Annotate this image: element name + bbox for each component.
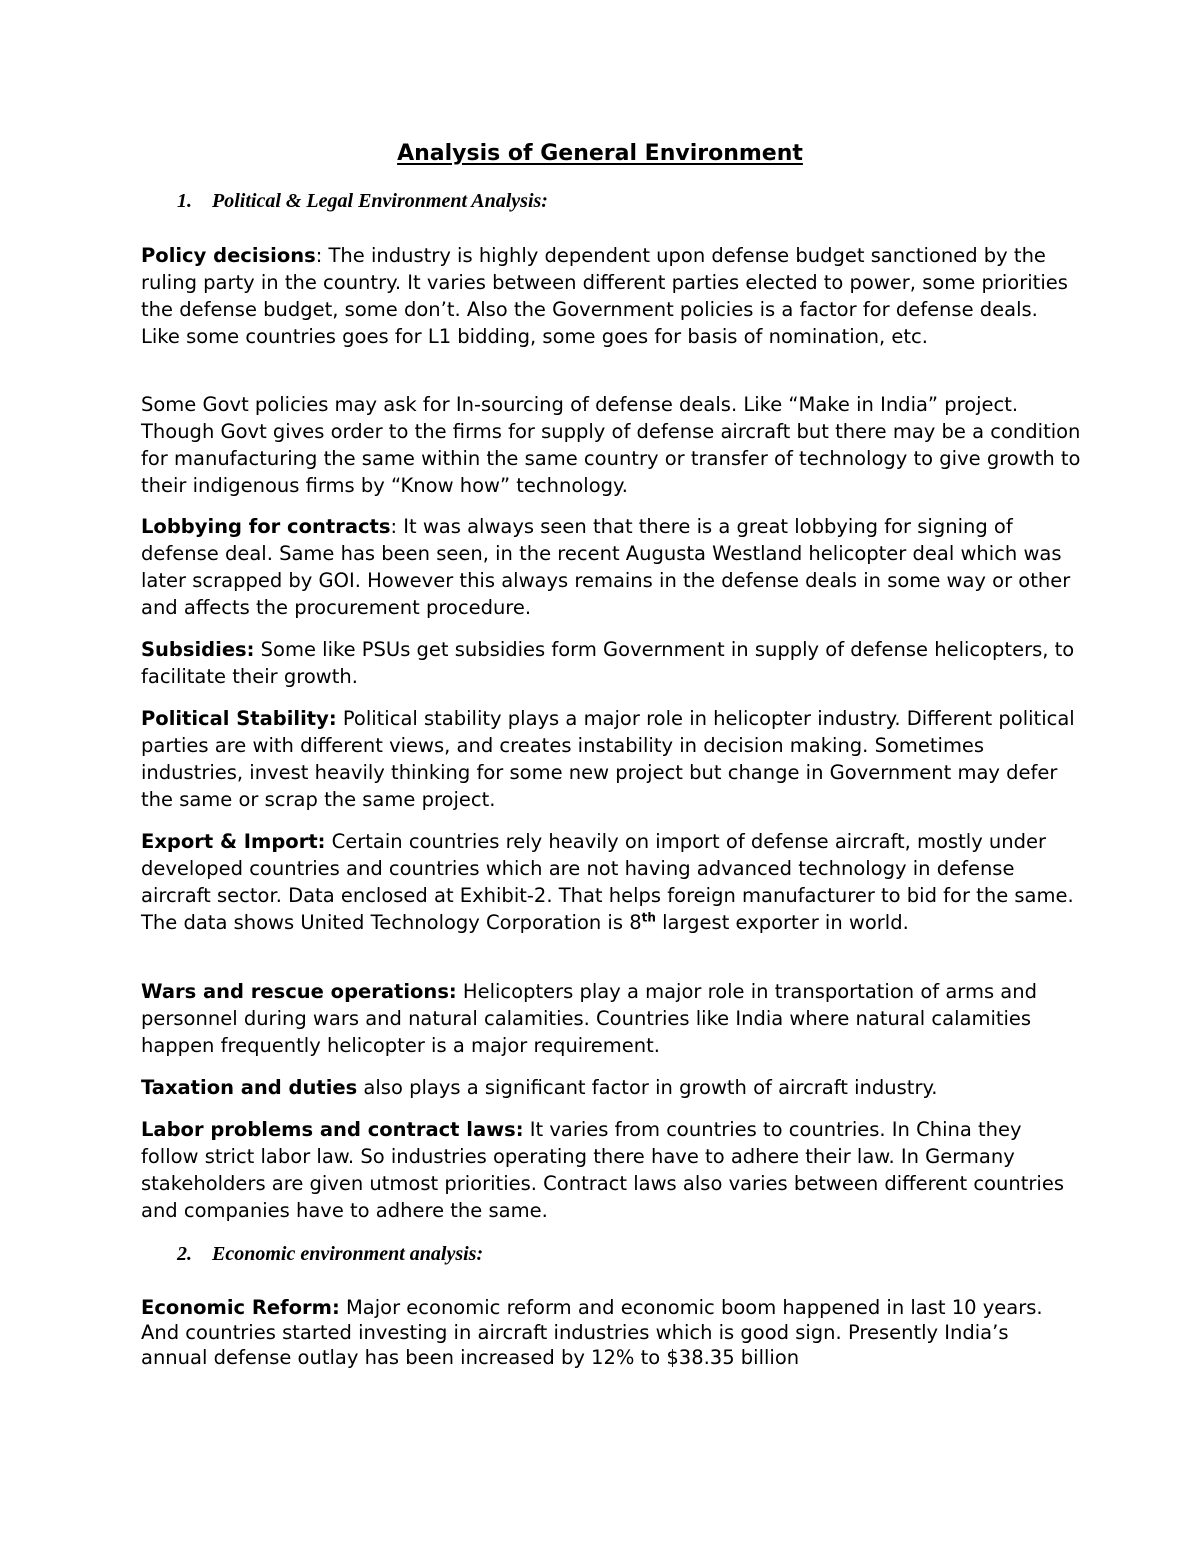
paragraph-text: Some Govt policies may ask for In-sourcing of defense deals. Like “Make in India” project. Though Govt gives order to the firms for supply of defense aircraft but there may be a condition for manufacturing the same within the same country or transfer of technology to give growth to their indigenous firms by “Know how” technology. <box>141 393 1081 497</box>
section-title: Political & Legal Environment Analysis: <box>212 190 548 212</box>
section-heading-economic <box>177 1243 483 1266</box>
paragraph-export-import <box>141 828 1081 936</box>
paragraph-policy-decisions <box>141 242 1081 350</box>
paragraph-subsidies <box>141 636 1081 690</box>
paragraph-insourcing <box>141 391 1081 499</box>
paragraph-text: The industry is highly dependent upon defense budget sanctioned by the ruling party in the country. It varies between different parties elected to power, some priorities the defense budget, some don’t. Also the Government policies is a factor for defense deals. Like some countries goes for L1 bidding, some goes for basis of nomination, etc. <box>141 244 1068 348</box>
paragraph-political-stability <box>141 705 1081 813</box>
section-number: 1. <box>177 190 192 212</box>
paragraph-wars-rescue <box>141 978 1081 1059</box>
paragraph-text: also plays a significant factor in growth of aircraft industry. <box>357 1076 938 1099</box>
paragraph-text: Major economic reform and economic boom happened in last 10 years. And countries started investing in aircraft industries which is good sign. Presently India’s annual defense outlay has been increased by 12% to $38.35 billion <box>141 1296 1043 1369</box>
paragraph-term: Taxation and duties <box>141 1076 358 1099</box>
paragraph-labor-contract <box>141 1116 1081 1224</box>
paragraph-term: Economic Reform: <box>141 1296 340 1319</box>
section-title: Economic environment analysis: <box>212 1243 484 1265</box>
paragraph-text: Some like PSUs get subsidies form Government in supply of defense helicopters, to facilitate their growth. <box>141 638 1075 688</box>
paragraph-term: Export & Import: <box>141 830 326 853</box>
paragraph-economic-reform <box>141 1295 1081 1370</box>
paragraph-lobbying <box>141 513 1081 621</box>
term-separator: : <box>390 515 398 538</box>
paragraph-term: Labor problems and contract laws: <box>141 1118 524 1141</box>
paragraph-term: Lobbying for contracts <box>141 515 391 538</box>
paragraph-text: Political stability plays a major role in helicopter industry. Different political parties are with different views, and creates instability in decision making. Sometimes industries, invest heavily thinking for some new project but change in Government may defer the same or scrap the same project. <box>141 707 1075 811</box>
rank-suffix: th <box>641 910 656 925</box>
paragraph-text: Certain countries rely heavily on import of defense aircraft, mostly under developed countries and countries which are not having advanced technology in defense aircraft sector. Data enclosed at Exhibit-2. That helps foreign manufacturer to bid for the same. The data shows United Technology Corporation is <box>141 830 1074 934</box>
paragraph-taxation <box>141 1074 1081 1101</box>
paragraph-text-end: largest exporter in world. <box>655 911 909 934</box>
paragraph-term: Wars and rescue operations: <box>141 980 457 1003</box>
paragraph-text: Helicopters play a major role in transportation of arms and personnel during wars and natural calamities. Countries like India where natural calamities happen frequently helicopter is a major requirement. <box>141 980 1037 1057</box>
paragraph-text: It was always seen that there is a great lobbying for signing of defense deal. Same has been seen, in the recent Augusta Westland helicopter deal which was later scrapped by GOI. However this always remains in the defense deals in some way or other and affects the procurement procedure. <box>141 515 1071 619</box>
paragraph-term: Subsidies: <box>141 638 255 661</box>
document-title: Analysis of General Environment <box>397 141 803 166</box>
rank-number: 8 <box>629 911 642 934</box>
section-heading-political <box>177 190 548 213</box>
paragraph-text: It varies from countries to countries. In China they follow strict labor law. So industries operating there have to adhere their law. In Germany stakeholders are given utmost priorities. Contract laws also varies between different countries and companies have to adhere the same. <box>141 1118 1064 1222</box>
paragraph-term: Policy decisions <box>141 244 316 267</box>
paragraph-term: Political Stability: <box>141 707 337 730</box>
term-separator: : <box>315 244 323 267</box>
section-number: 2. <box>177 1243 192 1265</box>
